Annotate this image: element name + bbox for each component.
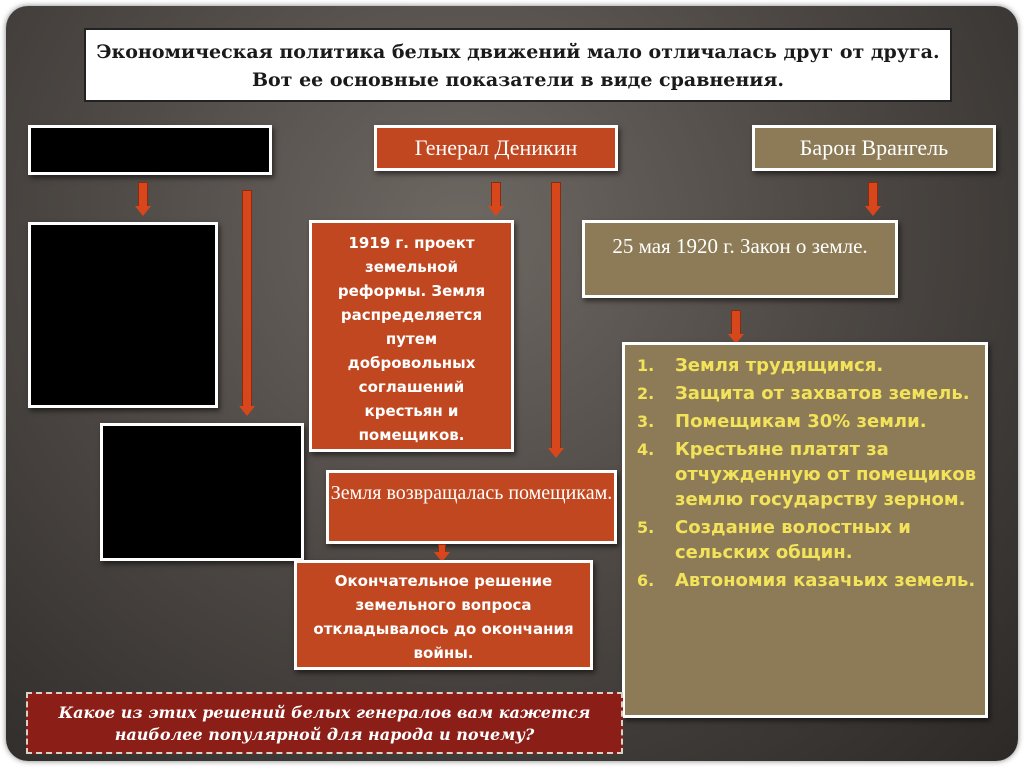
- list-item-text: Автономия казачьих земель.: [675, 570, 976, 591]
- denikin-returned-box: [326, 470, 617, 544]
- list-item-number: 2.: [637, 384, 655, 403]
- list-item-text: Помещикам 30% земли.: [675, 411, 927, 432]
- wrangel-header: [752, 125, 996, 171]
- list-item-text: Создание волостных и сельских общин.: [675, 517, 911, 563]
- list-item: [629, 409, 977, 434]
- arrow-down-denikin-long: [547, 182, 565, 458]
- wrangel-list: [629, 353, 977, 593]
- arrow-down-wrangel: [864, 182, 882, 216]
- list-item: [629, 353, 977, 378]
- denikin-final-box: [294, 560, 593, 670]
- slide-title: [84, 28, 952, 102]
- list-item-number: 3.: [637, 412, 655, 431]
- wrangel-list-box: [622, 342, 988, 718]
- list-item-number: 6.: [637, 571, 655, 590]
- denikin-project-text: 1919 г. проект земельной реформы. Земля распределяется путем добровольных соглашений крестьян и помещиков.: [337, 234, 486, 444]
- list-item-number: 4.: [637, 440, 655, 459]
- list-item-text: Крестьяне платят за отчужденную от помещиков землю государству зерном.: [675, 439, 977, 510]
- wrangel-header-label: Барон Врангель: [799, 135, 949, 160]
- arrow-down-wrangel-list: [727, 310, 745, 344]
- denikin-final-text: Окончательное решение земельного вопроса откладывалось до окончания войны.: [313, 572, 574, 662]
- list-item: [629, 437, 977, 512]
- list-item: [629, 381, 977, 406]
- arrow-down-denikin-short: [487, 182, 505, 216]
- redacted-block-2: [100, 423, 304, 561]
- question-text: Какое из этих решений белых генералов вам кажется наиболее популярной для народа и почему?: [58, 703, 591, 744]
- list-item-number: 5.: [637, 518, 655, 537]
- list-item-text: Земля трудящимся.: [675, 355, 884, 376]
- redacted-header-box: [28, 125, 272, 175]
- list-item: [629, 568, 977, 593]
- denikin-project-box: [309, 220, 514, 452]
- arrow-down-left-short: [134, 182, 152, 216]
- slide-background: [6, 6, 1018, 761]
- question-box: [26, 692, 623, 754]
- list-item-text: Защита от захватов земель.: [675, 383, 970, 404]
- denikin-returned-text: Земля возвращалась помещикам.: [330, 482, 613, 504]
- title-text: Экономическая политика белых движений мало отличалась друг от друга. Вот ее основные показатели в виде сравнения.: [96, 41, 940, 91]
- denikin-header: [374, 125, 618, 171]
- wrangel-law-text: 25 мая 1920 г. Закон о земле.: [612, 234, 868, 258]
- list-item: [629, 515, 977, 565]
- arrow-down-left-long: [238, 190, 256, 416]
- denikin-header-label: Генерал Деникин: [414, 135, 578, 160]
- list-item-number: 1.: [637, 356, 655, 375]
- redacted-block-1: [28, 222, 218, 408]
- wrangel-law-box: [582, 220, 898, 298]
